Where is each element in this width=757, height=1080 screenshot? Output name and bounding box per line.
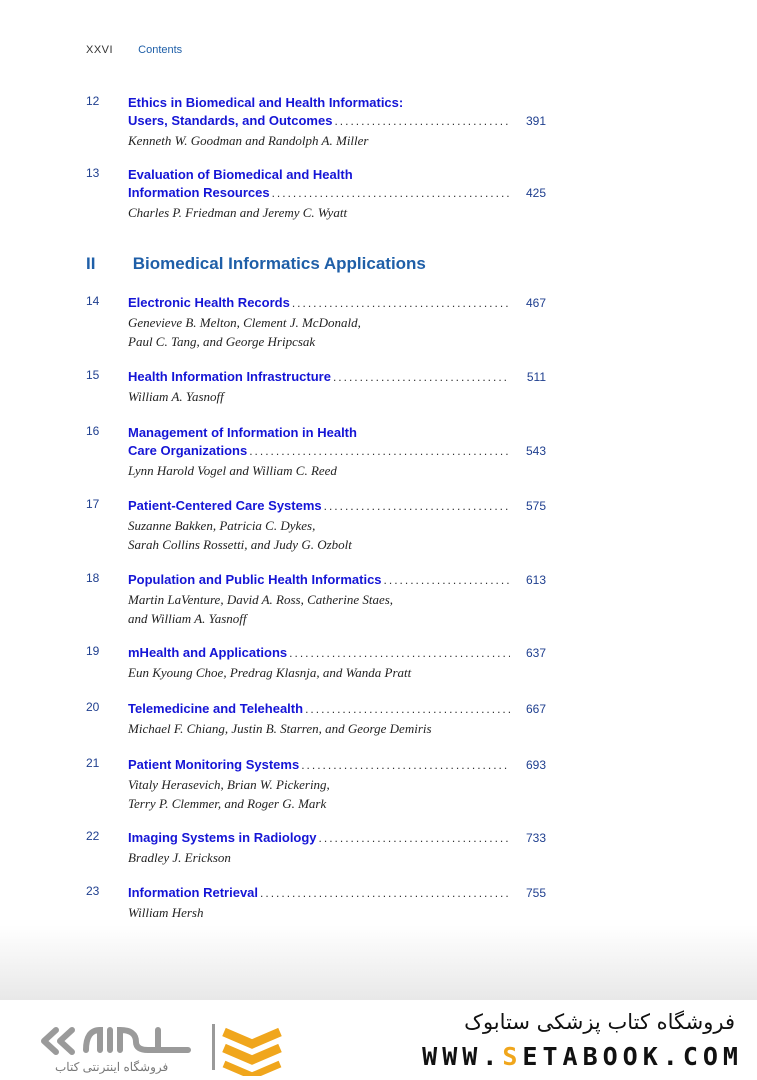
dot-leader: [319, 829, 510, 847]
shop-url: [422, 1042, 743, 1071]
chapter-title-line: Information Retrieval: [128, 885, 259, 900]
author-line: Lynn Harold Vogel and William C. Reed: [128, 463, 337, 478]
dot-leader: [260, 884, 510, 902]
page-ref[interactable]: 667: [525, 702, 546, 716]
dot-leader: [301, 756, 510, 774]
page-ref[interactable]: 637: [525, 646, 546, 660]
author-line: Paul C. Tang, and George Hripcsak: [128, 334, 316, 349]
page-ref[interactable]: 425: [525, 186, 546, 200]
author-line: Kenneth W. Goodman and Randolph A. Miller: [128, 133, 369, 148]
chapter-title-line: Ethics in Biomedical and Health Informatics:: [128, 95, 404, 110]
chapter-title-line: Users, Standards, and Outcomes: [128, 113, 333, 128]
chapter-number: 21: [86, 756, 100, 770]
logo-subtitle: فروشگاه اینترنتی کتاب: [55, 1060, 169, 1074]
part-number: II: [86, 254, 96, 273]
chapter-authors: [128, 313, 538, 351]
author-line: Michael F. Chiang, Justin B. Starren, and George Demiris: [128, 721, 432, 736]
page-ref[interactable]: 391: [525, 114, 546, 128]
author-line: William Hersh: [128, 905, 204, 920]
dot-leader: [305, 700, 510, 718]
chapter-title[interactable]: [128, 294, 546, 312]
page-header: [86, 44, 182, 56]
setabook-logo-text: [38, 1020, 198, 1062]
part-title: Biomedical Informatics Applications: [132, 254, 426, 273]
author-line: William A. Yasnoff: [128, 389, 224, 404]
page-ref[interactable]: 733: [525, 831, 546, 845]
author-line: Martin LaVenture, David A. Ross, Catherine Staes,: [128, 592, 394, 607]
chapter-number: 22: [86, 829, 100, 843]
chapter-authors: [128, 663, 538, 682]
chapter-title-line: Telemedicine and Telehealth: [128, 701, 304, 716]
chapter-authors: [128, 848, 538, 867]
url-prefix: WWW.: [422, 1042, 503, 1071]
author-line: and William A. Yasnoff: [128, 611, 247, 626]
author-line: Vitaly Herasevich, Brian W. Pickering,: [128, 777, 330, 792]
dot-leader: [272, 184, 510, 202]
page-ref[interactable]: 467: [525, 296, 546, 310]
page-ref[interactable]: 755: [525, 886, 546, 900]
chapter-title[interactable]: [128, 497, 546, 515]
chapter-title-line: Population and Public Health Informatics: [128, 572, 382, 587]
chapter-title-line: Electronic Health Records: [128, 295, 290, 310]
dot-leader: [324, 497, 510, 515]
dot-leader: [292, 294, 510, 312]
author-line: Suzanne Bakken, Patricia C. Dykes,: [128, 518, 316, 533]
chapter-title[interactable]: [128, 166, 546, 202]
dot-leader: [333, 368, 510, 386]
page-ref[interactable]: 511: [526, 370, 546, 384]
page-number: XXVI: [86, 44, 114, 56]
chapter-authors: [128, 516, 538, 554]
chapter-authors: [128, 131, 538, 150]
author-line: Eun Kyoung Choe, Predrag Klasnja, and Wanda Pratt: [128, 665, 412, 680]
dot-leader: [334, 112, 510, 130]
chapter-authors: [128, 461, 538, 480]
author-line: Bradley J. Erickson: [128, 850, 231, 865]
chapter-title-line: mHealth and Applications: [128, 645, 288, 660]
chapter-title[interactable]: [128, 700, 546, 718]
chapter-number: 17: [86, 497, 100, 511]
page-ref[interactable]: 613: [525, 573, 546, 587]
dot-leader: [384, 571, 510, 589]
chapter-title-line: Management of Information in Health: [128, 425, 357, 440]
chapter-title[interactable]: [128, 368, 546, 386]
chapter-title-line: Imaging Systems in Radiology: [128, 830, 317, 845]
dot-leader: [249, 442, 510, 460]
setabook-book-icon: [212, 1018, 292, 1076]
chapter-number: 20: [86, 700, 100, 714]
chapter-authors: [128, 775, 538, 813]
chapter-title[interactable]: [128, 884, 546, 902]
url-suffix: ETABOOK.COM: [522, 1042, 743, 1071]
chapter-number: 14: [86, 294, 100, 308]
chapter-number: 16: [86, 424, 100, 438]
chapter-title[interactable]: [128, 94, 546, 130]
chapter-title-line: Health Information Infrastructure: [128, 369, 331, 384]
author-line: Genevieve B. Melton, Clement J. McDonald,: [128, 315, 361, 330]
chapter-title[interactable]: [128, 424, 546, 460]
chapter-title-line: Patient-Centered Care Systems: [128, 498, 322, 513]
footer-fade: [0, 925, 757, 1000]
page-ref[interactable]: 575: [525, 499, 546, 513]
chapter-title[interactable]: [128, 571, 546, 589]
page-ref[interactable]: 693: [525, 758, 546, 772]
url-accent-letter: S: [502, 1042, 523, 1071]
part-heading: [86, 254, 426, 274]
watermark-footer: [0, 1000, 757, 1080]
running-head: Contents: [138, 44, 183, 56]
chapter-authors: [128, 719, 538, 738]
chapter-title-line: Information Resources: [128, 185, 270, 200]
chapter-title[interactable]: [128, 829, 546, 847]
chapter-title-line: Evaluation of Biomedical and Health: [128, 167, 353, 182]
author-line: Terry P. Clemmer, and Roger G. Mark: [128, 796, 327, 811]
chapter-authors: [128, 903, 538, 922]
page-ref[interactable]: 543: [525, 444, 546, 458]
chapter-authors: [128, 590, 538, 628]
chapter-title-line: Care Organizations: [128, 443, 248, 458]
author-line: Charles P. Friedman and Jeremy C. Wyatt: [128, 205, 348, 220]
chapter-number: 15: [86, 368, 100, 382]
chapter-number: 19: [86, 644, 100, 658]
chapter-number: 23: [86, 884, 100, 898]
chapter-number: 18: [86, 571, 100, 585]
chapter-authors: [128, 387, 538, 406]
shop-name: فروشگاه کتاب پزشکی ستابوک: [464, 1010, 735, 1034]
chapter-title[interactable]: [128, 756, 546, 774]
chapter-title[interactable]: [128, 644, 546, 662]
chapter-number: 12: [86, 94, 100, 108]
author-line: Sarah Collins Rossetti, and Judy G. Ozbolt: [128, 537, 352, 552]
chapter-authors: [128, 203, 538, 222]
chapter-number: 13: [86, 166, 100, 180]
chapter-title-line: Patient Monitoring Systems: [128, 757, 300, 772]
dot-leader: [289, 644, 510, 662]
